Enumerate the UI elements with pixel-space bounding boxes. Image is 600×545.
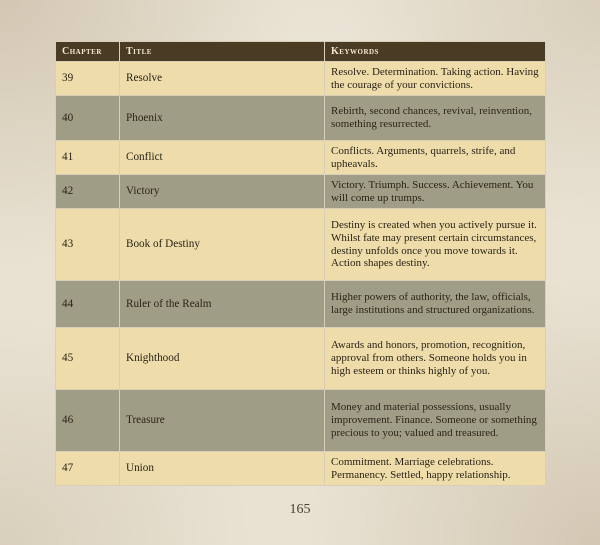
title-cell: Phoenix bbox=[120, 96, 325, 141]
title-cell: Ruler of the Realm bbox=[120, 281, 325, 328]
keywords-cell: Conflicts. Arguments, quarrels, strife, and upheavals. bbox=[325, 141, 546, 175]
title-cell: Victory bbox=[120, 175, 325, 209]
keywords-table bbox=[55, 41, 546, 486]
keywords-cell: Higher powers of authority, the law, officials, large institutions and structured organizations. bbox=[325, 281, 546, 328]
chapter-cell: 42 bbox=[56, 175, 120, 209]
keywords-cell: Awards and honors, promotion, recognition, approval from others. Someone holds you in high esteem or thinks highly of you. bbox=[325, 328, 546, 390]
table-row bbox=[56, 96, 546, 141]
keywords-cell: Resolve. Determination. Taking action. Having the courage of your convictions. bbox=[325, 62, 546, 96]
title-cell: Union bbox=[120, 452, 325, 486]
header-keywords: Keywords bbox=[325, 42, 546, 62]
title-cell: Treasure bbox=[120, 390, 325, 452]
table-row bbox=[56, 328, 546, 390]
keywords-cell: Destiny is created when you actively pursue it. Whilst fate may present certain circumstances, destiny unfolds once you move towards it. Action shapes destiny. bbox=[325, 209, 546, 281]
title-cell: Resolve bbox=[120, 62, 325, 96]
title-cell: Book of Destiny bbox=[120, 209, 325, 281]
title-cell: Knighthood bbox=[120, 328, 325, 390]
table-row bbox=[56, 141, 546, 175]
chapter-cell: 45 bbox=[56, 328, 120, 390]
table-header-row bbox=[56, 42, 546, 62]
table-row bbox=[56, 209, 546, 281]
header-title: Title bbox=[120, 42, 325, 62]
chapter-cell: 46 bbox=[56, 390, 120, 452]
keywords-cell: Rebirth, second chances, revival, reinvention, something resurrected. bbox=[325, 96, 546, 141]
table-row bbox=[56, 452, 546, 486]
chapter-cell: 47 bbox=[56, 452, 120, 486]
keywords-cell: Victory. Triumph. Success. Achievement. You will come up trumps. bbox=[325, 175, 546, 209]
chapter-cell: 44 bbox=[56, 281, 120, 328]
table-row bbox=[56, 62, 546, 96]
keywords-cell: Money and material possessions, usually improvement. Finance. Someone or something precious to you; valued and treasured. bbox=[325, 390, 546, 452]
page-number: 165 bbox=[289, 502, 311, 517]
chapter-cell: 41 bbox=[56, 141, 120, 175]
keywords-cell: Commitment. Marriage celebrations. Permanency. Settled, happy relationship. bbox=[325, 452, 546, 486]
chapter-cell: 43 bbox=[56, 209, 120, 281]
header-chapter: Chapter bbox=[56, 42, 120, 62]
table-row bbox=[56, 390, 546, 452]
table-row bbox=[56, 281, 546, 328]
chapter-cell: 40 bbox=[56, 96, 120, 141]
table-row bbox=[56, 175, 546, 209]
title-cell: Conflict bbox=[120, 141, 325, 175]
chapter-cell: 39 bbox=[56, 62, 120, 96]
